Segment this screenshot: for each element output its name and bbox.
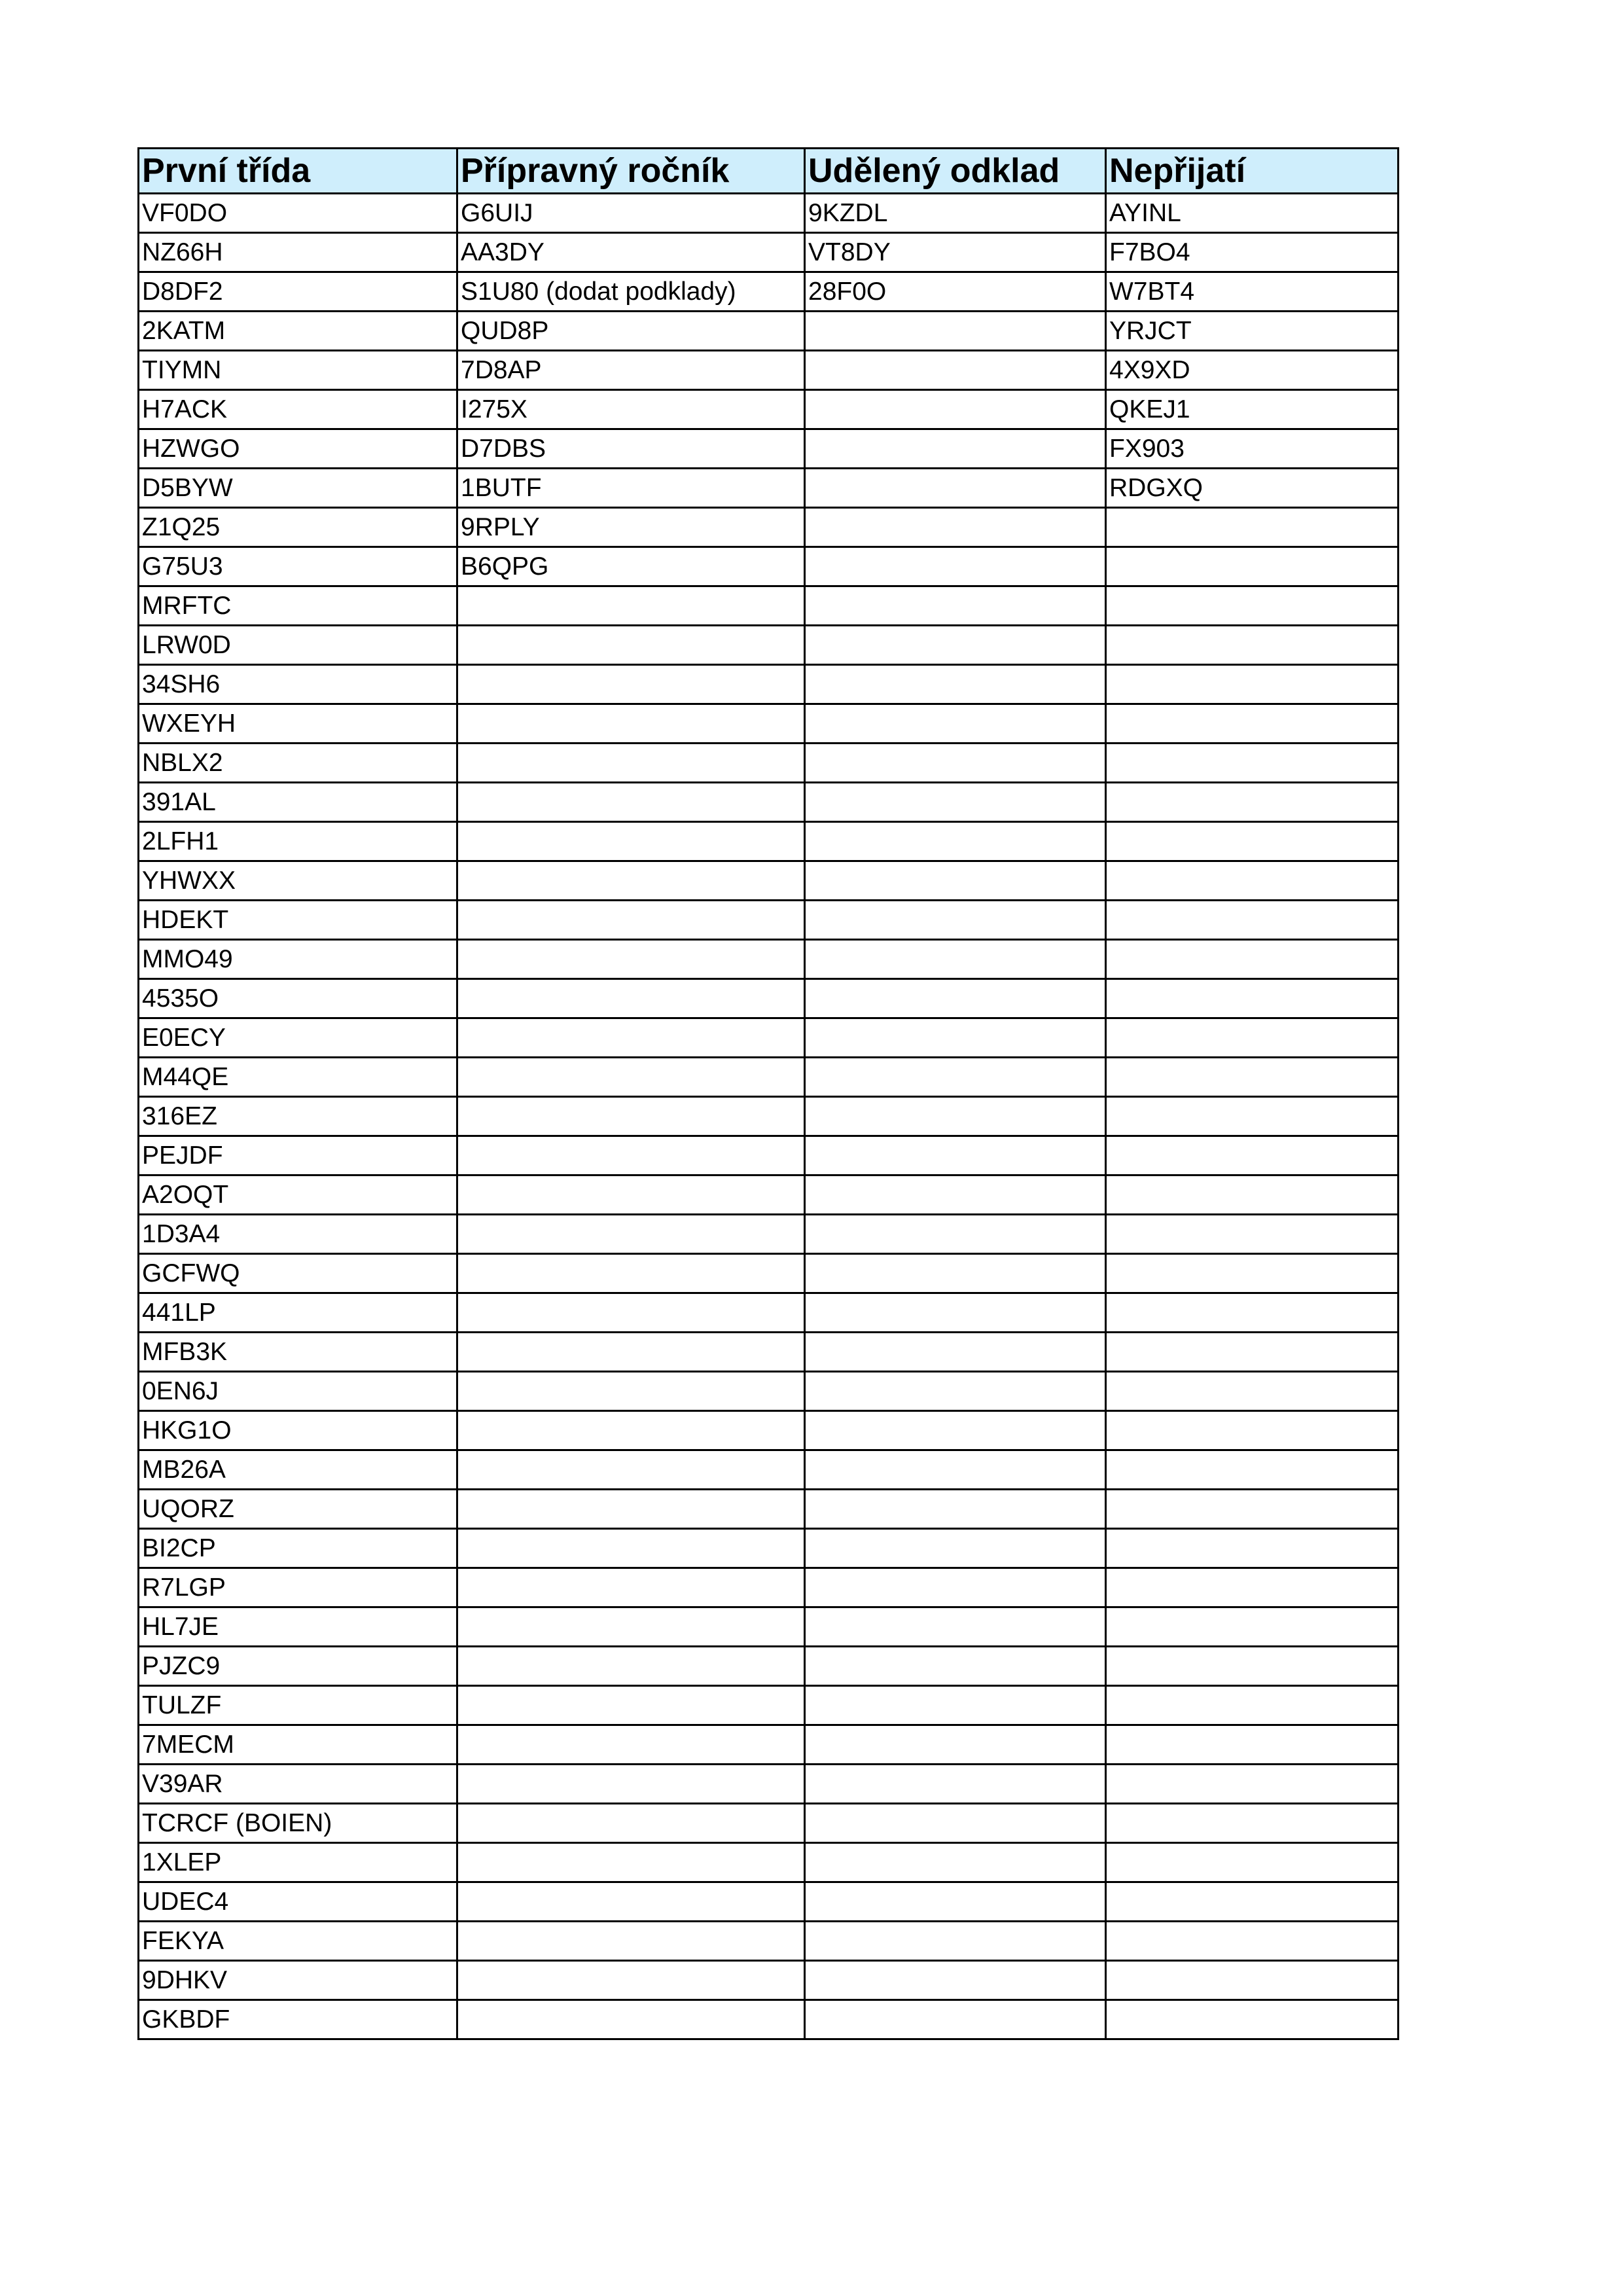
prvni-trida-cell: HKG1O <box>139 1411 457 1450</box>
prvni-trida-cell: YHWXX <box>139 861 457 901</box>
neprijati-cell <box>1106 508 1399 547</box>
neprijati-cell: F7BO4 <box>1106 233 1399 272</box>
udeleny-odklad-cell <box>805 1607 1106 1647</box>
prvni-trida-cell: NBLX2 <box>139 744 457 783</box>
neprijati-cell <box>1106 1529 1399 1568</box>
neprijati-cell <box>1106 783 1399 822</box>
udeleny-odklad-cell <box>805 665 1106 704</box>
table-row <box>139 1882 1399 1922</box>
pripravny-rocnik-cell: I275X <box>457 390 805 429</box>
prvni-trida-cell: R7LGP <box>139 1568 457 1607</box>
table-row <box>139 1254 1399 1293</box>
neprijati-cell <box>1106 665 1399 704</box>
udeleny-odklad-cell <box>805 469 1106 508</box>
udeleny-odklad-cell <box>805 1529 1106 1568</box>
neprijati-cell: QKEJ1 <box>1106 390 1399 429</box>
pripravny-rocnik-cell <box>457 1175 805 1215</box>
udeleny-odklad-cell: VT8DY <box>805 233 1106 272</box>
prvni-trida-cell: GKBDF <box>139 2000 457 2039</box>
prvni-trida-cell: 2LFH1 <box>139 822 457 861</box>
student-list-table <box>137 147 1399 2040</box>
udeleny-odklad-cell <box>805 1922 1106 1961</box>
neprijati-cell <box>1106 1058 1399 1097</box>
prvni-trida-cell: TIYMN <box>139 351 457 390</box>
table-row <box>139 1136 1399 1175</box>
udeleny-odklad-cell <box>805 1686 1106 1725</box>
udeleny-odklad-cell <box>805 1568 1106 1607</box>
neprijati-cell <box>1106 547 1399 586</box>
prvni-trida-cell: 1D3A4 <box>139 1215 457 1254</box>
neprijati-cell: W7BT4 <box>1106 272 1399 312</box>
prvni-trida-cell: NZ66H <box>139 233 457 272</box>
neprijati-cell <box>1106 1411 1399 1450</box>
header-prvni-trida: První třída <box>139 149 457 194</box>
udeleny-odklad-cell <box>805 626 1106 665</box>
table-row <box>139 665 1399 704</box>
prvni-trida-cell: PJZC9 <box>139 1647 457 1686</box>
table-row <box>139 1804 1399 1843</box>
udeleny-odklad-cell <box>805 508 1106 547</box>
pripravny-rocnik-cell <box>457 1725 805 1765</box>
table-row <box>139 822 1399 861</box>
prvni-trida-cell: V39AR <box>139 1765 457 1804</box>
neprijati-cell: YRJCT <box>1106 312 1399 351</box>
neprijati-cell <box>1106 1097 1399 1136</box>
neprijati-cell <box>1106 2000 1399 2039</box>
neprijati-cell <box>1106 1372 1399 1411</box>
pripravny-rocnik-cell <box>457 744 805 783</box>
table-row <box>139 272 1399 312</box>
table-row <box>139 1765 1399 1804</box>
table-row <box>139 861 1399 901</box>
header-row <box>139 149 1399 194</box>
neprijati-cell <box>1106 1215 1399 1254</box>
neprijati-cell <box>1106 744 1399 783</box>
udeleny-odklad-cell <box>805 979 1106 1018</box>
udeleny-odklad-cell <box>805 1647 1106 1686</box>
prvni-trida-cell: 391AL <box>139 783 457 822</box>
udeleny-odklad-cell <box>805 1136 1106 1175</box>
neprijati-cell <box>1106 1333 1399 1372</box>
table-row <box>139 1607 1399 1647</box>
pripravny-rocnik-cell <box>457 1018 805 1058</box>
prvni-trida-cell: TCRCF (BOIEN) <box>139 1804 457 1843</box>
neprijati-cell <box>1106 626 1399 665</box>
prvni-trida-cell: TULZF <box>139 1686 457 1725</box>
neprijati-cell <box>1106 1882 1399 1922</box>
pripravny-rocnik-cell <box>457 1922 805 1961</box>
prvni-trida-cell: GCFWQ <box>139 1254 457 1293</box>
neprijati-cell <box>1106 1725 1399 1765</box>
table-row <box>139 351 1399 390</box>
prvni-trida-cell: FEKYA <box>139 1922 457 1961</box>
neprijati-cell <box>1106 1568 1399 1607</box>
table-row <box>139 429 1399 469</box>
pripravny-rocnik-cell <box>457 1411 805 1450</box>
table-row <box>139 1411 1399 1450</box>
prvni-trida-cell: Z1Q25 <box>139 508 457 547</box>
table-row <box>139 1175 1399 1215</box>
prvni-trida-cell: UDEC4 <box>139 1882 457 1922</box>
neprijati-cell <box>1106 901 1399 940</box>
pripravny-rocnik-cell <box>457 1843 805 1882</box>
prvni-trida-cell: E0ECY <box>139 1018 457 1058</box>
table-row <box>139 1647 1399 1686</box>
pripravny-rocnik-cell: 7D8AP <box>457 351 805 390</box>
udeleny-odklad-cell <box>805 1765 1106 1804</box>
table-row <box>139 1490 1399 1529</box>
neprijati-cell <box>1106 1922 1399 1961</box>
pripravny-rocnik-cell <box>457 1529 805 1568</box>
pripravny-rocnik-cell: B6QPG <box>457 547 805 586</box>
udeleny-odklad-cell <box>805 586 1106 626</box>
udeleny-odklad-cell <box>805 940 1106 979</box>
prvni-trida-cell: HZWGO <box>139 429 457 469</box>
neprijati-cell <box>1106 861 1399 901</box>
pripravny-rocnik-cell <box>457 1136 805 1175</box>
prvni-trida-cell: M44QE <box>139 1058 457 1097</box>
pripravny-rocnik-cell <box>457 940 805 979</box>
pripravny-rocnik-cell: QUD8P <box>457 312 805 351</box>
table-row <box>139 1529 1399 1568</box>
table-row <box>139 1450 1399 1490</box>
neprijati-cell <box>1106 979 1399 1018</box>
pripravny-rocnik-cell <box>457 1450 805 1490</box>
prvni-trida-cell: A2OQT <box>139 1175 457 1215</box>
neprijati-cell: 4X9XD <box>1106 351 1399 390</box>
prvni-trida-cell: MB26A <box>139 1450 457 1490</box>
neprijati-cell <box>1106 1490 1399 1529</box>
prvni-trida-cell: 7MECM <box>139 1725 457 1765</box>
pripravny-rocnik-cell <box>457 1765 805 1804</box>
prvni-trida-cell: G75U3 <box>139 547 457 586</box>
table-row <box>139 469 1399 508</box>
prvni-trida-cell: 0EN6J <box>139 1372 457 1411</box>
table-row <box>139 1922 1399 1961</box>
table-row <box>139 586 1399 626</box>
prvni-trida-cell: MFB3K <box>139 1333 457 1372</box>
neprijati-cell <box>1106 1136 1399 1175</box>
pripravny-rocnik-cell <box>457 1372 805 1411</box>
prvni-trida-cell: VF0DO <box>139 194 457 233</box>
udeleny-odklad-cell <box>805 744 1106 783</box>
udeleny-odklad-cell <box>805 1725 1106 1765</box>
table-body <box>139 194 1399 2039</box>
table-row <box>139 312 1399 351</box>
pripravny-rocnik-cell <box>457 2000 805 2039</box>
neprijati-cell: RDGXQ <box>1106 469 1399 508</box>
table-row <box>139 1961 1399 2000</box>
udeleny-odklad-cell <box>805 901 1106 940</box>
udeleny-odklad-cell <box>805 861 1106 901</box>
udeleny-odklad-cell <box>805 1175 1106 1215</box>
udeleny-odklad-cell <box>805 429 1106 469</box>
table-row <box>139 1058 1399 1097</box>
table-row <box>139 901 1399 940</box>
pripravny-rocnik-cell <box>457 1686 805 1725</box>
udeleny-odklad-cell <box>805 1882 1106 1922</box>
prvni-trida-cell: BI2CP <box>139 1529 457 1568</box>
udeleny-odklad-cell <box>805 1058 1106 1097</box>
udeleny-odklad-cell <box>805 390 1106 429</box>
table-row <box>139 940 1399 979</box>
header-pripravny-rocnik: Přípravný ročník <box>457 149 805 194</box>
pripravny-rocnik-cell <box>457 1882 805 1922</box>
table-row <box>139 547 1399 586</box>
pripravny-rocnik-cell <box>457 626 805 665</box>
header-neprijati: Nepřijatí <box>1106 149 1399 194</box>
pripravny-rocnik-cell <box>457 1058 805 1097</box>
udeleny-odklad-cell <box>805 1293 1106 1333</box>
table-row <box>139 1097 1399 1136</box>
pripravny-rocnik-cell <box>457 1607 805 1647</box>
neprijati-cell <box>1106 1450 1399 1490</box>
pripravny-rocnik-cell <box>457 901 805 940</box>
prvni-trida-cell: H7ACK <box>139 390 457 429</box>
pripravny-rocnik-cell <box>457 1293 805 1333</box>
pripravny-rocnik-cell <box>457 704 805 744</box>
pripravny-rocnik-cell <box>457 1215 805 1254</box>
udeleny-odklad-cell <box>805 783 1106 822</box>
prvni-trida-cell: 441LP <box>139 1293 457 1333</box>
pripravny-rocnik-cell <box>457 783 805 822</box>
neprijati-cell <box>1106 1961 1399 2000</box>
pripravny-rocnik-cell <box>457 1097 805 1136</box>
pripravny-rocnik-cell <box>457 822 805 861</box>
prvni-trida-cell: 9DHKV <box>139 1961 457 2000</box>
pripravny-rocnik-cell <box>457 1254 805 1293</box>
prvni-trida-cell: WXEYH <box>139 704 457 744</box>
udeleny-odklad-cell <box>805 1450 1106 1490</box>
table-row <box>139 626 1399 665</box>
table-row <box>139 979 1399 1018</box>
udeleny-odklad-cell <box>805 1961 1106 2000</box>
udeleny-odklad-cell <box>805 2000 1106 2039</box>
pripravny-rocnik-cell: S1U80 (dodat podklady) <box>457 272 805 312</box>
table-row <box>139 2000 1399 2039</box>
udeleny-odklad-cell: 28F0O <box>805 272 1106 312</box>
neprijati-cell <box>1106 1018 1399 1058</box>
udeleny-odklad-cell <box>805 704 1106 744</box>
table-row <box>139 1215 1399 1254</box>
prvni-trida-cell: 4535O <box>139 979 457 1018</box>
table-row <box>139 1372 1399 1411</box>
prvni-trida-cell: 1XLEP <box>139 1843 457 1882</box>
udeleny-odklad-cell <box>805 312 1106 351</box>
prvni-trida-cell: PEJDF <box>139 1136 457 1175</box>
neprijati-cell <box>1106 704 1399 744</box>
neprijati-cell <box>1106 1765 1399 1804</box>
table-row <box>139 1843 1399 1882</box>
pripravny-rocnik-cell <box>457 861 805 901</box>
prvni-trida-cell: MRFTC <box>139 586 457 626</box>
neprijati-cell <box>1106 1686 1399 1725</box>
udeleny-odklad-cell: 9KZDL <box>805 194 1106 233</box>
table-row <box>139 1568 1399 1607</box>
pripravny-rocnik-cell <box>457 1647 805 1686</box>
pripravny-rocnik-cell <box>457 1333 805 1372</box>
udeleny-odklad-cell <box>805 1018 1106 1058</box>
prvni-trida-cell: MMO49 <box>139 940 457 979</box>
prvni-trida-cell: 34SH6 <box>139 665 457 704</box>
pripravny-rocnik-cell <box>457 1490 805 1529</box>
table-row <box>139 1333 1399 1372</box>
neprijati-cell <box>1106 1254 1399 1293</box>
pripravny-rocnik-cell: D7DBS <box>457 429 805 469</box>
prvni-trida-cell: LRW0D <box>139 626 457 665</box>
table-row <box>139 390 1399 429</box>
neprijati-cell <box>1106 940 1399 979</box>
pripravny-rocnik-cell: AA3DY <box>457 233 805 272</box>
header-udeleny-odklad: Udělený odklad <box>805 149 1106 194</box>
neprijati-cell <box>1106 1293 1399 1333</box>
pripravny-rocnik-cell <box>457 1961 805 2000</box>
neprijati-cell <box>1106 586 1399 626</box>
udeleny-odklad-cell <box>805 1215 1106 1254</box>
prvni-trida-cell: 316EZ <box>139 1097 457 1136</box>
table-row <box>139 508 1399 547</box>
prvni-trida-cell: 2KATM <box>139 312 457 351</box>
table-row <box>139 1018 1399 1058</box>
pripravny-rocnik-cell: G6UIJ <box>457 194 805 233</box>
table-row <box>139 1725 1399 1765</box>
table-row <box>139 704 1399 744</box>
neprijati-cell <box>1106 1804 1399 1843</box>
neprijati-cell <box>1106 1175 1399 1215</box>
table-row <box>139 233 1399 272</box>
udeleny-odklad-cell <box>805 1804 1106 1843</box>
udeleny-odklad-cell <box>805 351 1106 390</box>
neprijati-cell <box>1106 1647 1399 1686</box>
udeleny-odklad-cell <box>805 1254 1106 1293</box>
prvni-trida-cell: HL7JE <box>139 1607 457 1647</box>
udeleny-odklad-cell <box>805 547 1106 586</box>
table-row <box>139 744 1399 783</box>
prvni-trida-cell: D5BYW <box>139 469 457 508</box>
pripravny-rocnik-cell <box>457 1804 805 1843</box>
prvni-trida-cell: UQORZ <box>139 1490 457 1529</box>
pripravny-rocnik-cell: 9RPLY <box>457 508 805 547</box>
neprijati-cell: AYINL <box>1106 194 1399 233</box>
udeleny-odklad-cell <box>805 1490 1106 1529</box>
pripravny-rocnik-cell: 1BUTF <box>457 469 805 508</box>
table-row <box>139 1686 1399 1725</box>
pripravny-rocnik-cell <box>457 1568 805 1607</box>
table-row <box>139 783 1399 822</box>
table-row <box>139 194 1399 233</box>
udeleny-odklad-cell <box>805 822 1106 861</box>
table-row <box>139 1293 1399 1333</box>
pripravny-rocnik-cell <box>457 586 805 626</box>
neprijati-cell <box>1106 1607 1399 1647</box>
neprijati-cell: FX903 <box>1106 429 1399 469</box>
neprijati-cell <box>1106 822 1399 861</box>
prvni-trida-cell: HDEKT <box>139 901 457 940</box>
neprijati-cell <box>1106 1843 1399 1882</box>
udeleny-odklad-cell <box>805 1843 1106 1882</box>
pripravny-rocnik-cell <box>457 665 805 704</box>
prvni-trida-cell: D8DF2 <box>139 272 457 312</box>
pripravny-rocnik-cell <box>457 979 805 1018</box>
udeleny-odklad-cell <box>805 1097 1106 1136</box>
udeleny-odklad-cell <box>805 1333 1106 1372</box>
udeleny-odklad-cell <box>805 1372 1106 1411</box>
udeleny-odklad-cell <box>805 1411 1106 1450</box>
